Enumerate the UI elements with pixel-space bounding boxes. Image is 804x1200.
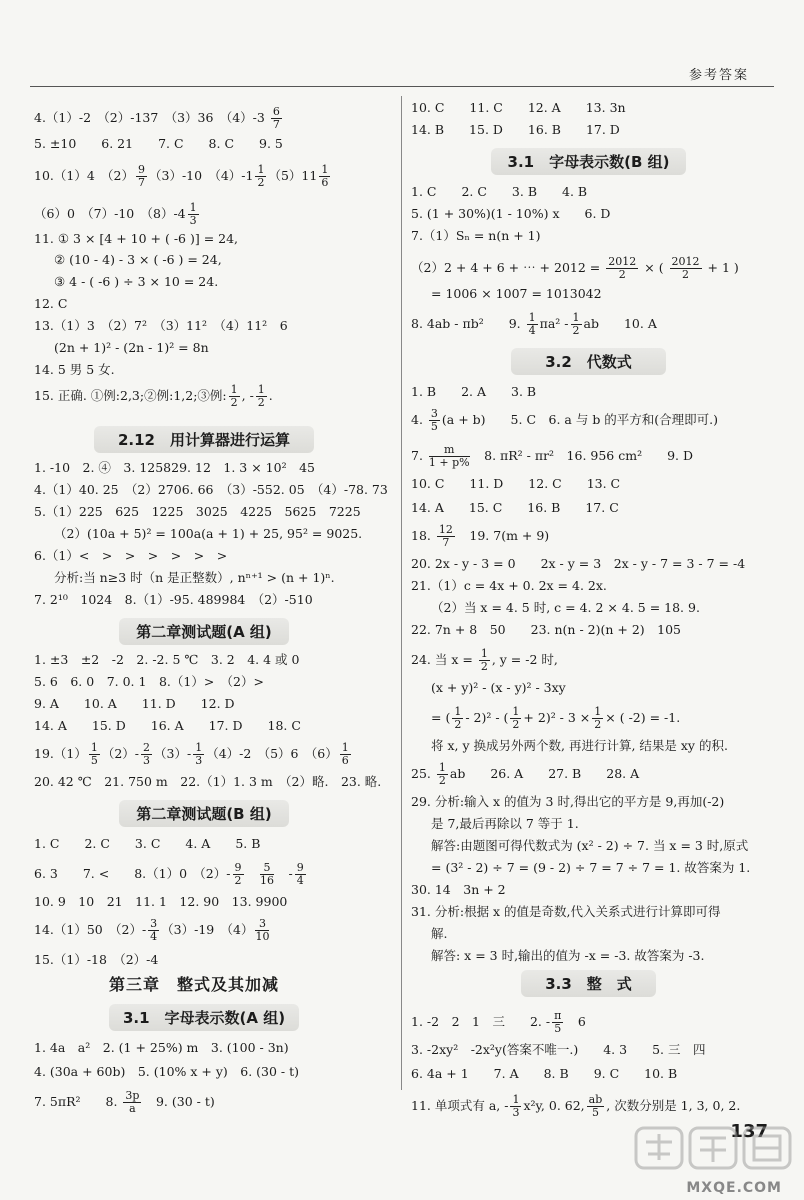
answer-line: 12. C bbox=[34, 296, 68, 311]
answer-line: 30. 14 3n + 2 bbox=[411, 882, 506, 897]
answer-line: 6. 4a + 1 7. A 8. B 9. C 10. B bbox=[411, 1066, 678, 1081]
answer-line: 11. ① 3 × [4 + 10 + ( -6 )] = 24, bbox=[34, 231, 239, 246]
answer-line: 7. 5πR² 8. $\frac{3p}{a}$ 9. (30 - t) bbox=[34, 1089, 215, 1115]
answer-line: 8. 4ab - πb² 9. $\frac{1}{4}$ πa² - $\frac{1}{2}$ ab 10. A bbox=[411, 311, 657, 337]
answer-line: 1. 4a a² 2. (1 + 25%) m 3. (100 - 3n) bbox=[34, 1040, 289, 1055]
answer-line: 1. B 2. A 3. B bbox=[411, 384, 537, 399]
answer-line: 19.（1） $\frac{1}{5}$ （2）- $\frac{2}{3}$ （3）- $\frac{1}{3}$ （4）-2 （5）6 （6） $\frac{1}{6}$ bbox=[34, 741, 349, 767]
answer-line: 3. -2xy² -2x²y(答案不唯一.) 4. 3 5. 三 四 bbox=[411, 1042, 706, 1057]
answer-line: 7.（1）Sₙ = n(n + 1) bbox=[411, 228, 541, 243]
answer-line: = ( $\frac{1}{2}$ - 2)² - ( $\frac{1}{2}$ + 2)² - 3 × $\frac{1}{2}$ × ( -2) = -1. bbox=[431, 705, 681, 731]
answer-line: 6.（1）< > > > > > > bbox=[34, 548, 228, 563]
answer-line: 1. C 2. C 3. B 4. B bbox=[411, 184, 588, 199]
header-rule bbox=[30, 86, 774, 87]
answer-line: 1. -10 2. ④ 3. 125829. 12 1. 3 × 10² 45 bbox=[34, 460, 315, 475]
answer-line: 10. C 11. C 12. A 13. 3n bbox=[411, 100, 626, 115]
section-heading: 3.1 字母表示数(A 组) bbox=[109, 1004, 299, 1031]
watermark-site: MXQE.COM bbox=[686, 1180, 782, 1196]
answer-line: 4.（1）40. 25 （2）2706. 66 （3）-552. 05 （4）-78. 73 bbox=[34, 482, 388, 497]
answer-line: 分析:当 n≥3 时（n 是正整数）, nⁿ⁺¹ > (n + 1)ⁿ. bbox=[54, 570, 335, 585]
section-heading: 3.1 字母表示数(B 组) bbox=[491, 148, 686, 175]
answer-line: 5.（1）225 625 1225 3025 4225 5625 7225 bbox=[34, 504, 361, 519]
answer-line: = (3² - 2) ÷ 7 = (9 - 2) ÷ 7 = 7 ÷ 7 = 1. 故答案为 1. bbox=[431, 860, 751, 875]
section-heading: 第二章测试题(A 组) bbox=[119, 618, 289, 645]
answer-line: 14. 5 男 5 女. bbox=[34, 362, 115, 377]
answer-line: 解答: x = 3 时,输出的值为 -x = -3. 故答案为 -3. bbox=[431, 948, 705, 963]
page-number: 137 bbox=[730, 1121, 768, 1142]
answer-line: 6. 3 7. < 8.（1）0 （2）- $\frac{9}{2}$ $\frac{5}{16}$ - $\frac{9}{4}$ bbox=[34, 861, 304, 887]
answer-line: 25. $\frac{1}{2}$ ab 26. A 27. B 28. A bbox=[411, 761, 640, 787]
answer-line: 10. 9 10 21 11. 1 12. 90 13. 9900 bbox=[34, 894, 288, 909]
answer-line: 10. C 11. D 12. C 13. C bbox=[411, 476, 621, 491]
section-heading: 第二章测试题(B 组) bbox=[119, 800, 289, 827]
answer-line: 29. 分析:输入 x 的值为 3 时,得出它的平方是 9,再加(-2) bbox=[411, 794, 725, 809]
answer-line: 将 x, y 换成另外两个数, 再进行计算, 结果是 xy 的积. bbox=[431, 738, 728, 753]
answer-line: 13.（1）3 （2）7² （3）11² （4）11² 6 bbox=[34, 318, 288, 333]
answer-line: ② (10 - 4) - 3 × ( -6 ) = 24, bbox=[54, 252, 222, 267]
answer-line: 11. 单项式有 a, - $\frac{1}{3}$ x²y, 0. 62, $\frac{ab}{5}$ , 次数分别是 1, 3, 0, 2. bbox=[411, 1093, 741, 1119]
answer-line: 4. $\frac{3}{5}$ (a + b) 5. C 6. a 与 b 的平方和(合理即可.) bbox=[411, 407, 719, 433]
section-heading: 3.3 整 式 bbox=[521, 970, 656, 997]
chapter-heading: 第三章 整式及其加减 bbox=[108, 975, 279, 994]
answer-line: 5. 6 6. 0 7. 0. 1 8.（1）> （2）> bbox=[34, 674, 264, 689]
answer-line: 解答:由题图可得代数式为 (x² - 2) ÷ 7. 当 x = 3 时,原式 bbox=[431, 838, 749, 853]
answer-line: 4.（1）-2 （2）-137 （3）36 （4）-3 $\frac{6}{7}$ bbox=[34, 105, 280, 131]
answer-line: 14. A 15. C 16. B 17. C bbox=[411, 500, 619, 515]
answer-line: 7. $\frac{m}{1 + p\%}$ 8. πR² - πr² 16. 956 cm² 9. D bbox=[411, 443, 694, 469]
section-heading: 2.12 用计算器进行运算 bbox=[94, 426, 314, 453]
answer-line: 10.（1）4 （2） $\frac{9}{7}$ （3）-10 （4）-1 $\frac{1}{2}$ （5）11 $\frac{1}{6}$ bbox=[34, 163, 329, 189]
answer-line: 18. $\frac{12}{7}$ 19. 7(m + 9) bbox=[411, 523, 550, 549]
answer-line: 5. ±10 6. 21 7. C 8. C 9. 5 bbox=[34, 136, 283, 151]
answer-line: 14. A 15. D 16. A 17. D 18. C bbox=[34, 718, 301, 733]
section-heading: 3.2 代数式 bbox=[511, 348, 666, 375]
answer-line: 15.（1）-18 （2）-4 bbox=[34, 952, 159, 967]
answer-line: 1. -2 2 1 三 2. - $\frac{\pi}{5}$ 6 bbox=[411, 1009, 586, 1035]
answer-line: 1. C 2. C 3. C 4. A 5. B bbox=[34, 836, 261, 851]
answer-line: 15. 正确. ①例:2,3;②例:1,2;③例: $\frac{1}{2}$ , - $\frac{1}{2}$ . bbox=[34, 383, 273, 409]
answer-line: 31. 分析:根据 x 的值是奇数,代入关系式进行计算即可得 bbox=[411, 904, 721, 919]
answer-line: (x + y)² - (x - y)² - 3xy bbox=[431, 680, 566, 695]
answer-line: 1. ±3 ±2 -2 2. -2. 5 ℃ 3. 2 4. 4 或 0 bbox=[34, 652, 300, 667]
answer-line: 5. (1 + 30%)(1 - 10%) x 6. D bbox=[411, 206, 611, 221]
answer-line: 21.（1）c = 4x + 0. 2x = 4. 2x. bbox=[411, 578, 607, 593]
header-title: 参考答案 bbox=[688, 68, 749, 83]
answer-line: 4. (30a + 60b) 5. (10% x + y) 6. (30 - t) bbox=[34, 1064, 300, 1079]
answer-line: （2）当 x = 4. 5 时, c = 4. 2 × 4. 5 = 18. 9. bbox=[431, 600, 700, 615]
answer-line: 22. 7n + 8 50 23. n(n - 2)(n + 2) 105 bbox=[411, 622, 682, 637]
answer-line: 是 7,最后再除以 7 等于 1. bbox=[431, 816, 579, 831]
answer-line: 14.（1）50 （2）- $\frac{3}{4}$ （3）-19 （4） $\frac{3}{10}$ bbox=[34, 917, 270, 943]
answer-line: 20. 2x - y - 3 = 0 2x - y = 3 2x - y - 7 = 3 - 7 = -4 bbox=[411, 556, 746, 571]
answer-line: ③ 4 - ( -6 ) ÷ 3 × 10 = 24. bbox=[54, 274, 219, 289]
answer-line: 7. 2¹⁰ 1024 8.（1）-95. 489984 （2）-510 bbox=[34, 592, 313, 607]
answer-line: （2）(10a + 5)² = 100a(a + 1) + 25, 95² = 9025. bbox=[54, 526, 363, 541]
answer-line: （6）0 （7）-10 （8）-4 $\frac{1}{3}$ bbox=[34, 201, 197, 227]
answer-line: 9. A 10. A 11. D 12. D bbox=[34, 696, 235, 711]
answer-line: 24. 当 x = $\frac{1}{2}$ , y = -2 时, bbox=[411, 647, 558, 673]
answer-line: 解. bbox=[431, 926, 448, 941]
answer-line: (2n + 1)² - (2n - 1)² = 8n bbox=[54, 340, 209, 355]
answer-line: 20. 42 ℃ 21. 750 m 22.（1）1. 3 m （2）略. 23. 略. bbox=[34, 774, 382, 789]
answer-line: （2）2 + 4 + 6 + ⋯ + 2012 = $\frac{2012}{2}$ × ( $\frac{2012}{2}$ + 1 ) bbox=[411, 255, 739, 281]
answer-line: 14. B 15. D 16. B 17. D bbox=[411, 122, 620, 137]
column-divider bbox=[401, 96, 402, 1090]
answer-line: = 1006 × 1007 = 1013042 bbox=[431, 286, 602, 301]
